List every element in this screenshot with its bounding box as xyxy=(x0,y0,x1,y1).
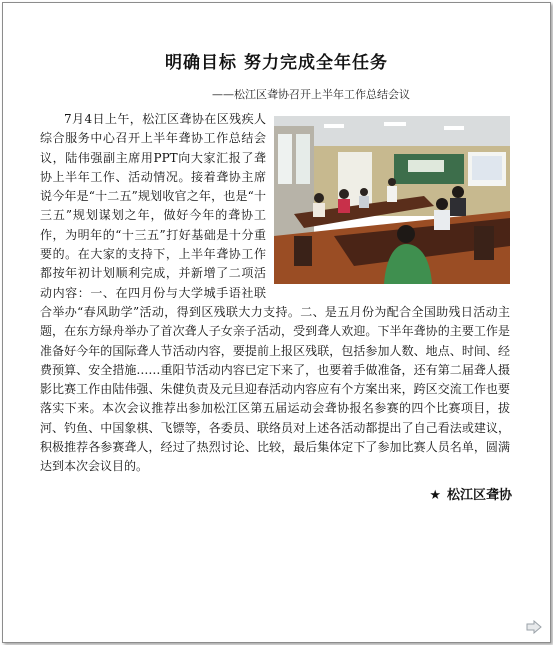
signature xyxy=(360,484,512,503)
article-paragraph: 7月4日上午，松江区聋协在区残疾人综合服务中心召开上半年聋协工作总结会议，陆伟强副主席用PPT向大家汇报了聋协上半年工作、活动情况。接着聋协主席说今年是“十二五”规划收官之年，也是“十三五”规划谋划之年，做好今年的聋协工作，为明年的“十三五”打好基础是十分重要的。在大家的支持下，上半年聋协工作都按年初计划顺利完成，并新增了二项活动内容：一、在四月份与大学城手语社联合举办“春风助学”活动，得到区残联大力支持。二、是五月份为配合全国助残日活动主题，在东方绿舟举办了首次聋人子女亲子活动，受到聋人欢迎。下半年聋协的主要工作是准备好今年的国际聋人节活动内容，要提前上报区残联，包括参加人数、地点、时间、经费预算、安全措施……重阳节活动内容已定下来了，也要着手做准备，还有第二届聋人摄影比赛工作由陆伟强、朱健负责及元旦迎春活动内容应有个方案出来，跨区交流工作也要落实下来。本次会议推荐出参加松江区第五届运动会聋协报名参赛的四个比赛项目，拔河、钓鱼、中国象棋、飞镖等，各委员、联络员对上述各活动都提出了自己看法或建议，积极推荐各参赛聋人，经过了热烈讨论、比较，最后集体定下了参加比赛人员名单，圆满达到本次会议目的。 xyxy=(40,112,510,474)
article-body xyxy=(40,110,510,477)
article-subtitle: ——松江区聋协召开上半年工作总结会议 xyxy=(212,88,410,101)
meeting-photo xyxy=(274,116,510,284)
next-page-arrow-icon[interactable] xyxy=(526,620,542,634)
star-icon: ★ xyxy=(429,488,441,503)
article-title: 明确目标 努力完成全年任务 xyxy=(165,53,388,73)
signature-org: 松江区聋协 xyxy=(446,488,512,503)
